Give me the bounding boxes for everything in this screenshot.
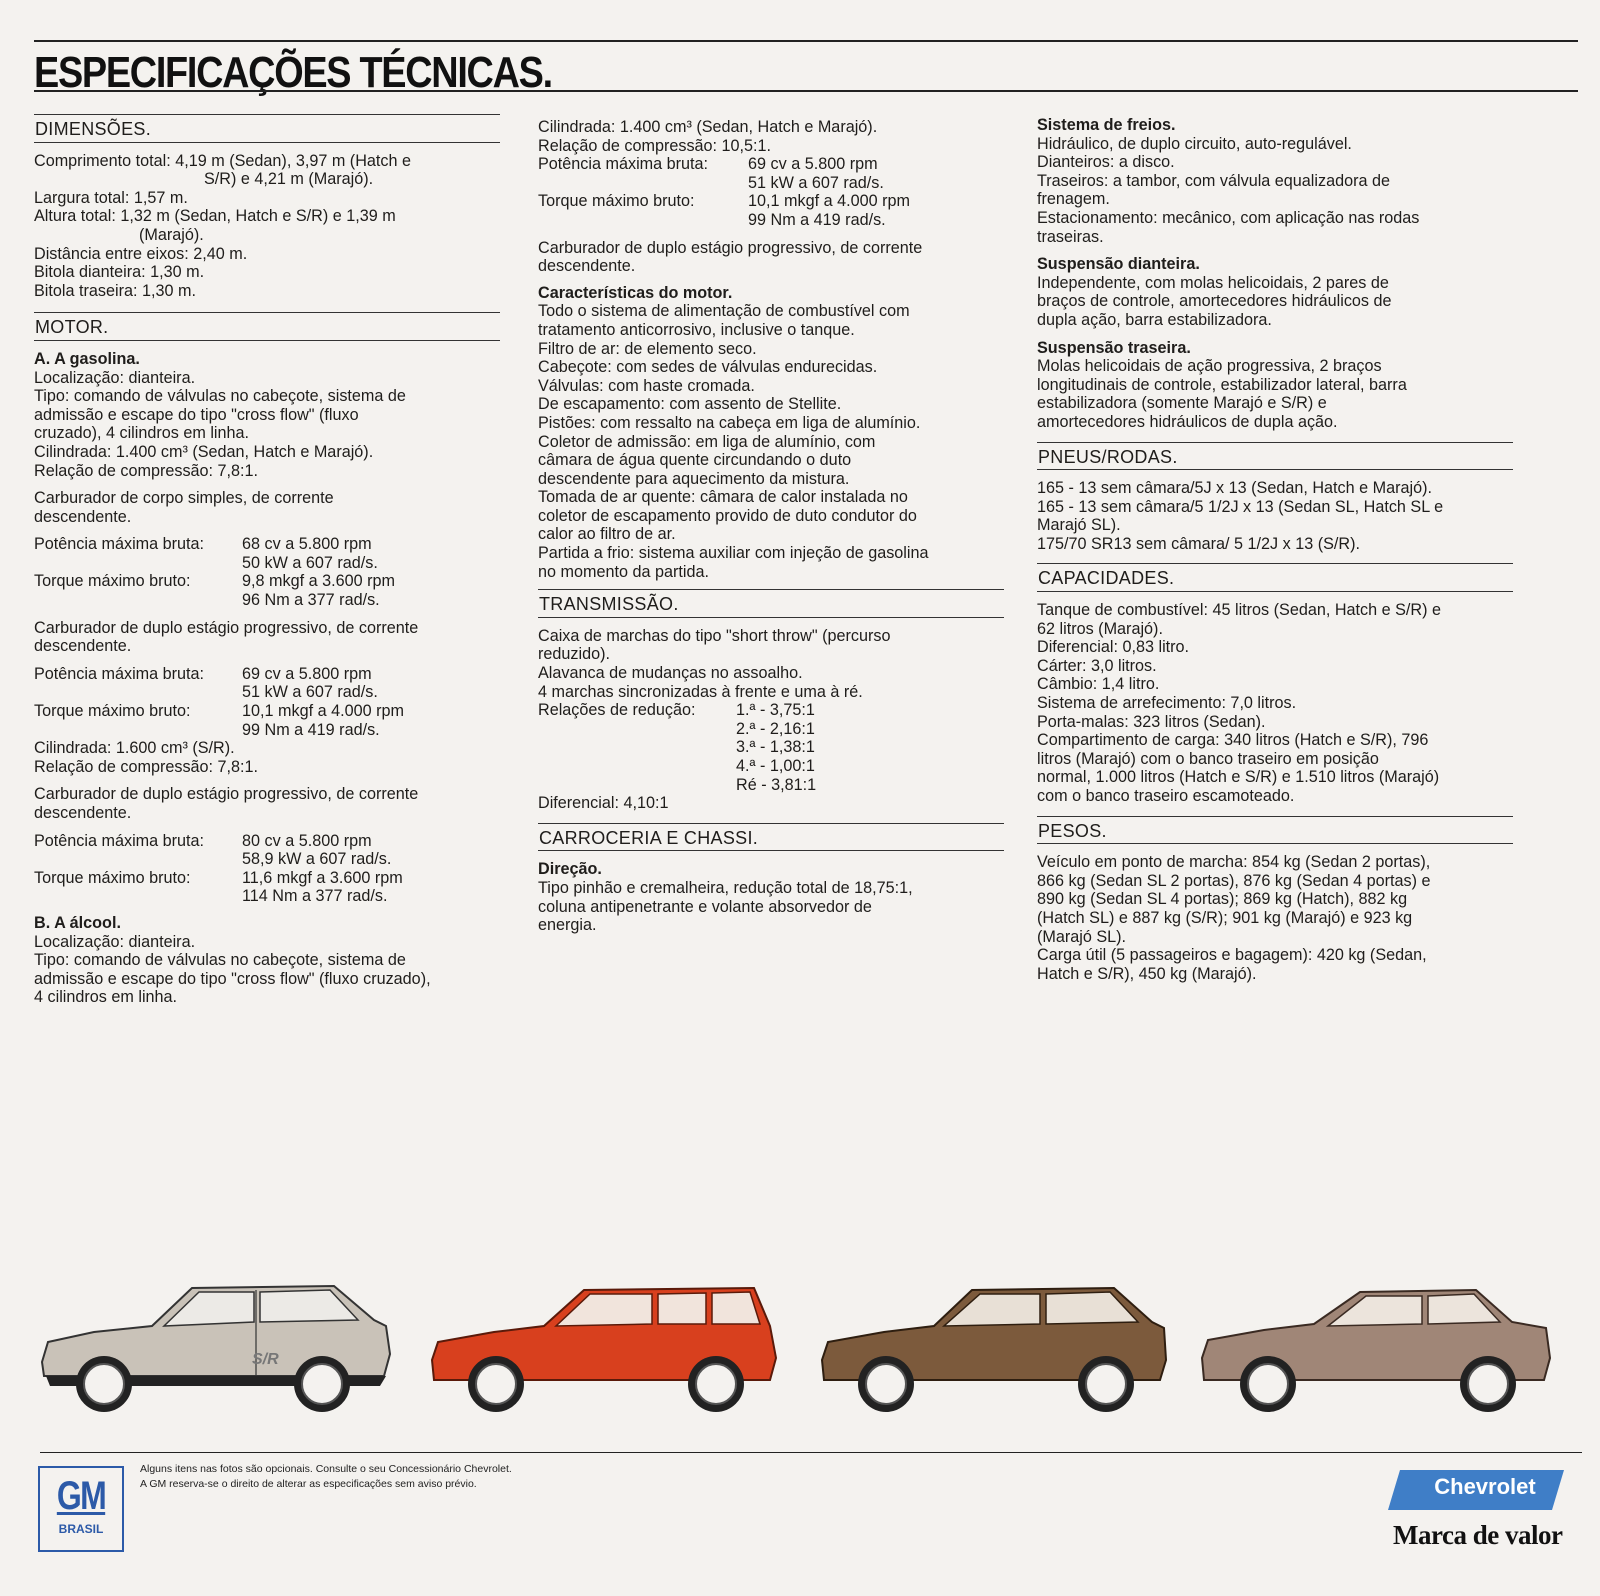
gear-ratio-label: Relações de redução: [538, 701, 696, 720]
spec-line: Pistões: com ressalto na cabeça em liga de alumínio. [538, 413, 921, 432]
spec-line: Distância entre eixos: 2,40 m. [34, 244, 248, 263]
spec-line: Traseiros: a tambor, com válvula equalizadora de [1037, 171, 1391, 190]
spec-line: Molas helicoidais de ação progressiva, 2 braços [1037, 357, 1382, 376]
spec-line: Diferencial: 4,10:1 [538, 794, 669, 813]
spec-line: descendente para aquecimento da mistura. [538, 469, 850, 488]
spec-line: longitudinais de controle, estabilizador lateral, barra [1037, 375, 1407, 394]
spec-line: (Marajó SL). [1037, 927, 1127, 946]
spec-line: Porta-malas: 323 litros (Sedan). [1037, 712, 1266, 731]
spec-line: Carburador de duplo estágio progressivo, de corrente [538, 238, 923, 257]
subheading-suspensao-dianteira: Suspensão dianteira. [1037, 255, 1200, 274]
power-value: 69 cv a 5.800 rpm [748, 155, 878, 174]
spec-line: normal, 1.000 litros (Hatch e S/R) e 1.510 litros (Marajó) [1037, 768, 1440, 787]
torque-label: Torque máximo bruto: [538, 192, 695, 211]
torque-row [34, 572, 500, 591]
spec-line: Tomada de ar quente: câmara de calor instalada no [538, 488, 908, 507]
gear-ratio-row [538, 701, 1004, 720]
spec-line: Cilindrada: 1.400 cm³ (Sedan, Hatch e Marajó). [538, 118, 878, 136]
spec-line: Bitola traseira: 1,30 m. [34, 281, 196, 300]
spec-line: Estacionamento: mecânico, com aplicação nas rodas [1037, 208, 1420, 227]
power-value-si: 51 kW a 607 rad/s. [748, 173, 884, 192]
torque-label: Torque máximo bruto: [34, 572, 191, 591]
spec-line: 165 - 13 sem câmara/5 1/2J x 13 (Sedan SL, Hatch SL e [1037, 497, 1444, 516]
spec-line: descendente. [34, 507, 132, 526]
gear-ratio: 4.ª - 1,00:1 [736, 757, 815, 775]
gear-ratio: 2.ª - 2,16:1 [736, 719, 815, 738]
slogan: Marca de valor [1393, 1520, 1563, 1550]
torque-value-si: 99 Nm a 419 rad/s. [242, 720, 380, 739]
spec-line: coletor de escapamento provido de duto condutor do [538, 506, 917, 525]
spec-line: descendente. [538, 257, 636, 276]
spec-line: Cabeçote: com sedes de válvulas endurecidas. [538, 358, 878, 377]
subheading-caracteristicas: Características do motor. [538, 283, 733, 302]
spec-line: 62 litros (Marajó). [1037, 619, 1163, 638]
power-row [538, 155, 1004, 174]
power-value: 69 cv a 5.800 rpm [242, 664, 372, 683]
spec-line: Carga útil (5 passageiros e bagagem): 420 kg (Sedan, [1037, 946, 1427, 965]
spec-line: amortecedores hidráulicos de dupla ação. [1037, 412, 1338, 431]
subheading-direcao: Direção. [538, 860, 602, 879]
torque-row [34, 869, 500, 888]
spec-line: (Marajó). [139, 225, 204, 244]
spec-line: Sistema de arrefecimento: 7,0 litros. [1037, 694, 1297, 713]
spec-line: Comprimento total: 4,19 m (Sedan), 3,97 m (Hatch e [34, 151, 411, 170]
spec-line: estabilizadora (somente Marajó e S/R) e [1037, 394, 1327, 413]
power-row [34, 832, 500, 851]
gm-brasil-logo [38, 1466, 124, 1552]
power-row [34, 535, 500, 554]
spec-line: 4 marchas sincronizadas à frente e uma à ré. [538, 682, 863, 701]
torque-row [538, 192, 1004, 211]
section-title-carroceria: CARROCERIA E CHASSI. [538, 823, 1004, 852]
torque-value: 10,1 mkgf a 4.000 rpm [242, 702, 404, 721]
top-rule [34, 40, 1578, 42]
power-value-si: 50 kW a 607 rad/s. [242, 553, 378, 572]
spec-line: Dianteiros: a disco. [1037, 153, 1175, 172]
section-title-pneus: PNEUS/RODAS. [1037, 442, 1513, 471]
spec-line: 175/70 SR13 sem câmara/ 5 1/2J x 13 (S/R). [1037, 534, 1360, 553]
footer-rule [40, 1452, 1582, 1453]
spec-line: Independente, com molas helicoidais, 2 pares de [1037, 273, 1389, 292]
spec-line: Cilindrada: 1.600 cm³ (S/R). [34, 739, 235, 758]
spec-line: 4 cilindros em linha. [34, 988, 178, 1007]
spec-line: Coletor de admissão: em liga de alumínio, com [538, 432, 876, 451]
torque-value-si: 96 Nm a 377 rad/s. [242, 591, 380, 610]
spec-line: Hatch e S/R), 450 kg (Marajó). [1037, 964, 1257, 983]
spec-line: admissão e escape do tipo "cross flow" (fluxo cruzado), [34, 969, 431, 988]
gear-ratio: 1.ª - 3,75:1 [736, 701, 815, 720]
torque-value: 11,6 mkgf a 3.600 rpm [242, 868, 403, 887]
gm-logo-text: GM [56, 1474, 106, 1518]
spec-line: 866 kg (Sedan SL 2 portas), 876 kg (Sedan 4 portas) e [1037, 871, 1431, 890]
spec-line: Carburador de corpo simples, de corrente [34, 489, 334, 508]
column-1 [34, 108, 500, 1007]
spec-line: De escapamento: com assento de Stellite. [538, 395, 842, 414]
power-label: Potência máxima bruta: [34, 535, 205, 554]
spec-line: admissão e escape do tipo "cross flow" (fluxo [34, 405, 359, 424]
spec-line: descendente. [34, 637, 132, 656]
sr-badge-text: S/R [252, 1351, 279, 1368]
title-rule [34, 90, 1578, 92]
spec-line: Carburador de duplo estágio progressivo, de corrente [34, 618, 419, 637]
gm-logo-sub: BRASIL [58, 1522, 104, 1536]
subheading-suspensao-traseira: Suspensão traseira. [1037, 338, 1191, 357]
torque-value-si: 99 Nm a 419 rad/s. [748, 210, 886, 229]
torque-label: Torque máximo bruto: [34, 868, 191, 887]
spec-line: Válvulas: com haste cromada. [538, 376, 755, 395]
spec-line: Diferencial: 0,83 litro. [1037, 638, 1190, 657]
subheading-gasolina: A. A gasolina. [34, 349, 140, 368]
spec-line: Partida a frio: sistema auxiliar com injeção de gasolina [538, 544, 929, 563]
torque-row [34, 702, 500, 721]
power-value-si: 58,9 kW a 607 rad/s. [242, 850, 392, 869]
spec-line: Tipo pinhão e cremalheira, redução total de 18,75:1, [538, 878, 913, 897]
spec-line: calor ao filtro de ar. [538, 525, 676, 544]
spec-line: cruzado), 4 cilindros em linha. [34, 424, 250, 443]
car-hatch-sr-image [42, 1286, 390, 1412]
spec-line: reduzido). [538, 645, 610, 664]
spec-line: Bitola dianteira: 1,30 m. [34, 263, 205, 282]
power-label: Potência máxima bruta: [34, 664, 205, 683]
footer-note-line-2: A GM reserva-se o direito de alterar as especificações sem aviso prévio. [140, 1478, 477, 1490]
spec-line: Compartimento de carga: 340 litros (Hatch e S/R), 796 [1037, 731, 1429, 750]
spec-line: Altura total: 1,32 m (Sedan, Hatch e S/R) e 1,39 m [34, 207, 396, 226]
spec-line: Cilindrada: 1.400 cm³ (Sedan, Hatch e Marajó). [34, 442, 374, 461]
power-label: Potência máxima bruta: [34, 831, 205, 850]
spec-line: tratamento anticorrosivo, inclusive o tanque. [538, 320, 855, 339]
spec-line: Alavanca de mudanças no assoalho. [538, 664, 803, 683]
spec-line: Hidráulico, de duplo circuito, auto-regulável. [1037, 134, 1352, 153]
spec-line: frenagem. [1037, 190, 1110, 209]
spec-line: 165 - 13 sem câmara/5J x 13 (Sedan, Hatch e Marajó). [1037, 479, 1432, 498]
power-value-si: 51 kW a 607 rad/s. [242, 683, 378, 702]
spec-line: câmara de água quente circundando o duto [538, 451, 852, 470]
spec-line: Caixa de marchas do tipo "short throw" (percurso [538, 626, 891, 645]
car-marajo-wagon-image [432, 1288, 776, 1412]
section-title-dimensoes: DIMENSÕES. [34, 114, 500, 143]
torque-value: 10,1 mkgf a 4.000 rpm [748, 192, 910, 211]
spec-line: Todo o sistema de alimentação de combustível com [538, 302, 910, 321]
spec-line: braços de controle, amortecedores hidráulicos de [1037, 292, 1392, 311]
spec-line: (Hatch SL) e 887 kg (S/R); 901 kg (Marajó) e 923 kg [1037, 908, 1413, 927]
section-title-pesos: PESOS. [1037, 816, 1513, 845]
spec-line: Tipo: comando de válvulas no cabeçote, sistema de [34, 951, 406, 970]
car-lineup-illustration [34, 1280, 1584, 1420]
spec-line: Tipo: comando de válvulas no cabeçote, sistema de [34, 387, 406, 406]
footer-note [140, 1462, 512, 1492]
spec-line: coluna antipenetrante e volante absorvedor de [538, 897, 872, 916]
spec-line: 890 kg (Sedan SL 4 portas); 869 kg (Hatch), 882 kg [1037, 890, 1408, 909]
spec-line: dupla ação, barra estabilizadora. [1037, 310, 1272, 329]
section-title-capacidades: CAPACIDADES. [1037, 563, 1513, 592]
spec-line: Relação de compressão: 7,8:1. [34, 757, 259, 776]
footer-note-line-1: Alguns itens nas fotos são opcionais. Consulte o seu Concessionário Chevrolet. [140, 1463, 512, 1475]
spec-line: Largura total: 1,57 m. [34, 188, 188, 207]
spec-line: litros (Marajó) com o banco traseiro em posição [1037, 749, 1379, 768]
gear-ratio: 3.ª - 1,38:1 [736, 738, 815, 757]
spec-line: S/R) e 4,21 m (Marajó). [204, 170, 374, 189]
power-value: 80 cv a 5.800 rpm [242, 831, 372, 850]
spec-line: Localização: dianteira. [34, 368, 196, 387]
power-label: Potência máxima bruta: [538, 155, 709, 174]
spec-line: no momento da partida. [538, 562, 709, 581]
torque-value-si: 114 Nm a 377 rad/s. [242, 887, 388, 906]
spec-line: descendente. [34, 804, 132, 822]
power-row [34, 665, 500, 684]
torque-value: 9,8 mkgf a 3.600 rpm [242, 572, 395, 591]
spec-line: Marajó SL). [1037, 516, 1121, 535]
column-3 [1037, 116, 1513, 983]
spec-line: Localização: dianteira. [34, 932, 196, 951]
spec-line: Tanque de combustível: 45 litros (Sedan, Hatch e S/R) e [1037, 601, 1441, 620]
page-title: ESPECIFICAÇÕES TÉCNICAS. [34, 48, 552, 97]
spec-line: Câmbio: 1,4 litro. [1037, 675, 1160, 694]
spec-line: Cárter: 3,0 litros. [1037, 656, 1157, 675]
gear-ratio: Ré - 3,81:1 [736, 775, 817, 794]
spec-line: Veículo em ponto de marcha: 854 kg (Sedan 2 portas), [1037, 853, 1431, 872]
car-hatch-image [822, 1288, 1166, 1412]
car-sedan-image [1202, 1290, 1550, 1412]
spec-line: Relação de compressão: 10,5:1. [538, 136, 772, 155]
spec-line: Carburador de duplo estágio progressivo, de corrente [34, 785, 419, 804]
spec-line: energia. [538, 916, 597, 935]
power-value: 68 cv a 5.800 rpm [242, 535, 372, 554]
column-2 [538, 118, 1004, 935]
spec-line: com o banco traseiro escamoteado. [1037, 787, 1295, 805]
subheading-alcool: B. A álcool. [34, 913, 121, 932]
section-title-transmissao: TRANSMISSÃO. [538, 589, 1004, 618]
chevrolet-logo-text: Chevrolet [1434, 1474, 1536, 1499]
torque-label: Torque máximo bruto: [34, 702, 191, 721]
spec-line: Relação de compressão: 7,8:1. [34, 461, 259, 480]
spec-line: Filtro de ar: de elemento seco. [538, 339, 757, 358]
section-title-motor: MOTOR. [34, 312, 500, 341]
subheading-freios: Sistema de freios. [1037, 116, 1176, 134]
spec-line: traseiras. [1037, 227, 1104, 246]
